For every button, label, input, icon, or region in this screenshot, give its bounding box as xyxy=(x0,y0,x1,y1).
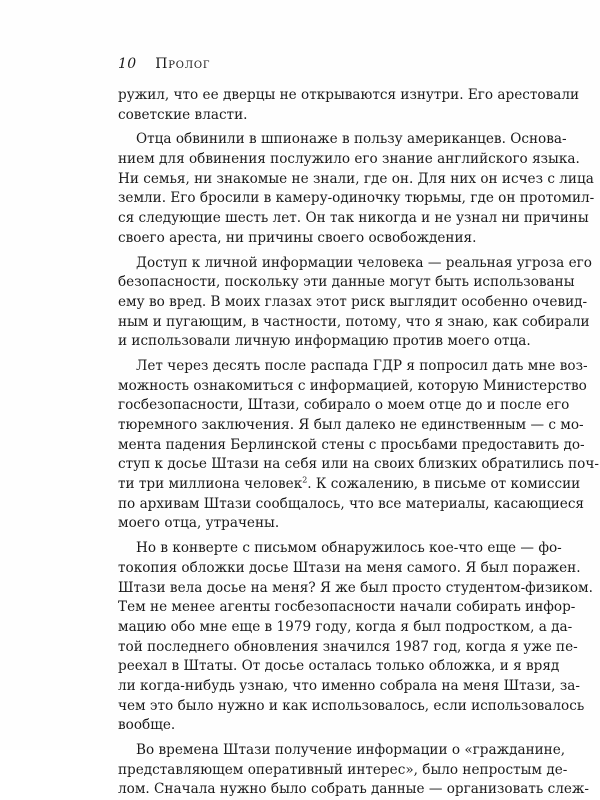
running-head xyxy=(118,56,210,72)
text-line: нием для обвинения послужило его знание английского языка. xyxy=(118,151,580,168)
text-line: ся следующие шесть лет. Он так никогда и не узнал ни причины xyxy=(118,210,589,227)
text-line: своего ареста, ни причины своего освобождения. xyxy=(118,229,477,246)
text-fragment: . К сожалению, в письме от комиссии xyxy=(307,476,581,493)
paragraph xyxy=(118,130,595,248)
footnote-marker[interactable]: 2 xyxy=(302,475,308,485)
text-line: лом. Сначала нужно было собрать данные — организовать слеж- xyxy=(118,781,589,798)
text-line: ружил, что ее дверцы не открываются изнутри. Его арестовали xyxy=(118,87,580,103)
text-line: токопия обложки досье Штази на меня самого. Я был поражен. xyxy=(118,559,581,576)
text-line: можность ознакомиться с информацией, которую Министерство xyxy=(118,377,587,394)
text-line: Штази вела досье на меня? Я же был просто студентом-физиком. xyxy=(118,579,593,596)
paragraph xyxy=(118,357,599,534)
text-line: представляющем оперативный интерес», было непростым де- xyxy=(118,761,568,778)
text-line: и использовали личную информацию против моего отца. xyxy=(118,333,531,350)
page-number: 10 xyxy=(118,56,137,72)
text-line: ным и пугающим, в частности, потому, что я знаю, как собирали xyxy=(118,313,590,330)
text-line: земли. Его бросили в камеру-одиночку тюрьмы, где он протомил- xyxy=(118,190,595,207)
body-text xyxy=(118,86,599,800)
text-line: безопасности, поскольку эти данные могут быть использованы xyxy=(118,274,575,291)
text-line: чем это было нужно и как использовалось, если использовалось xyxy=(118,697,585,714)
text-line: Во времена Штази получение информации о «гражданине, xyxy=(136,742,566,758)
text-line: по архивам Штази сообщалось, что все материалы, касающиеся xyxy=(118,495,585,512)
text-line: той последнего обновления значился 1987 год, когда я уже пе- xyxy=(118,638,578,655)
text-line: тюремного заключения. Я был далеко не единственным — с мо- xyxy=(118,417,584,433)
section-title: Пролог xyxy=(155,56,211,72)
text-fragment: ти три миллиона человек xyxy=(118,476,303,493)
text-line: Лет через десять после распада ГДР я попросил дать мне воз- xyxy=(136,357,588,374)
paragraph xyxy=(118,254,592,352)
text-line: Ни семья, ни знакомые не знали, где он. Для них он исчез с лица xyxy=(118,170,594,187)
text-line: реехал в Штаты. От досье осталась только обложка, и я вряд xyxy=(118,658,560,675)
text-line: вообще. xyxy=(118,717,176,734)
text-line: мента падения Берлинской стены с просьбами предоставить до- xyxy=(118,436,585,453)
paragraph xyxy=(118,539,593,736)
text-line: моего отца, утрачены. xyxy=(118,515,280,532)
text-line: Доступ к личной информации человека — реальная угроза его xyxy=(136,254,592,271)
text-line: Тем не менее агенты госбезопасности начали собирать инфор- xyxy=(118,599,576,616)
text-line: Отца обвинили в шпионаже в пользу американцев. Основа- xyxy=(136,131,567,148)
text-line: ли когда-нибудь узнаю, что именно собрала на меня Штази, за- xyxy=(118,677,580,694)
text-line: Но в конверте с письмом обнаружилось кое-что еще — фо- xyxy=(136,540,562,557)
text-line: советские власти. xyxy=(118,106,248,123)
paragraph xyxy=(118,86,580,125)
text-line: мацию обо мне еще в 1979 году, когда я был подростком, а да- xyxy=(118,618,573,635)
text-line: ему во вред. В моих глазах этот риск выглядит особенно очевид- xyxy=(118,293,588,310)
text-line: госбезопасности, Штази, собирало о моем отце до и после его xyxy=(118,397,570,414)
text-line-with-footnote xyxy=(118,475,581,495)
text-line: ступ к досье Штази на себя или на своих близких обратились поч- xyxy=(118,456,599,473)
